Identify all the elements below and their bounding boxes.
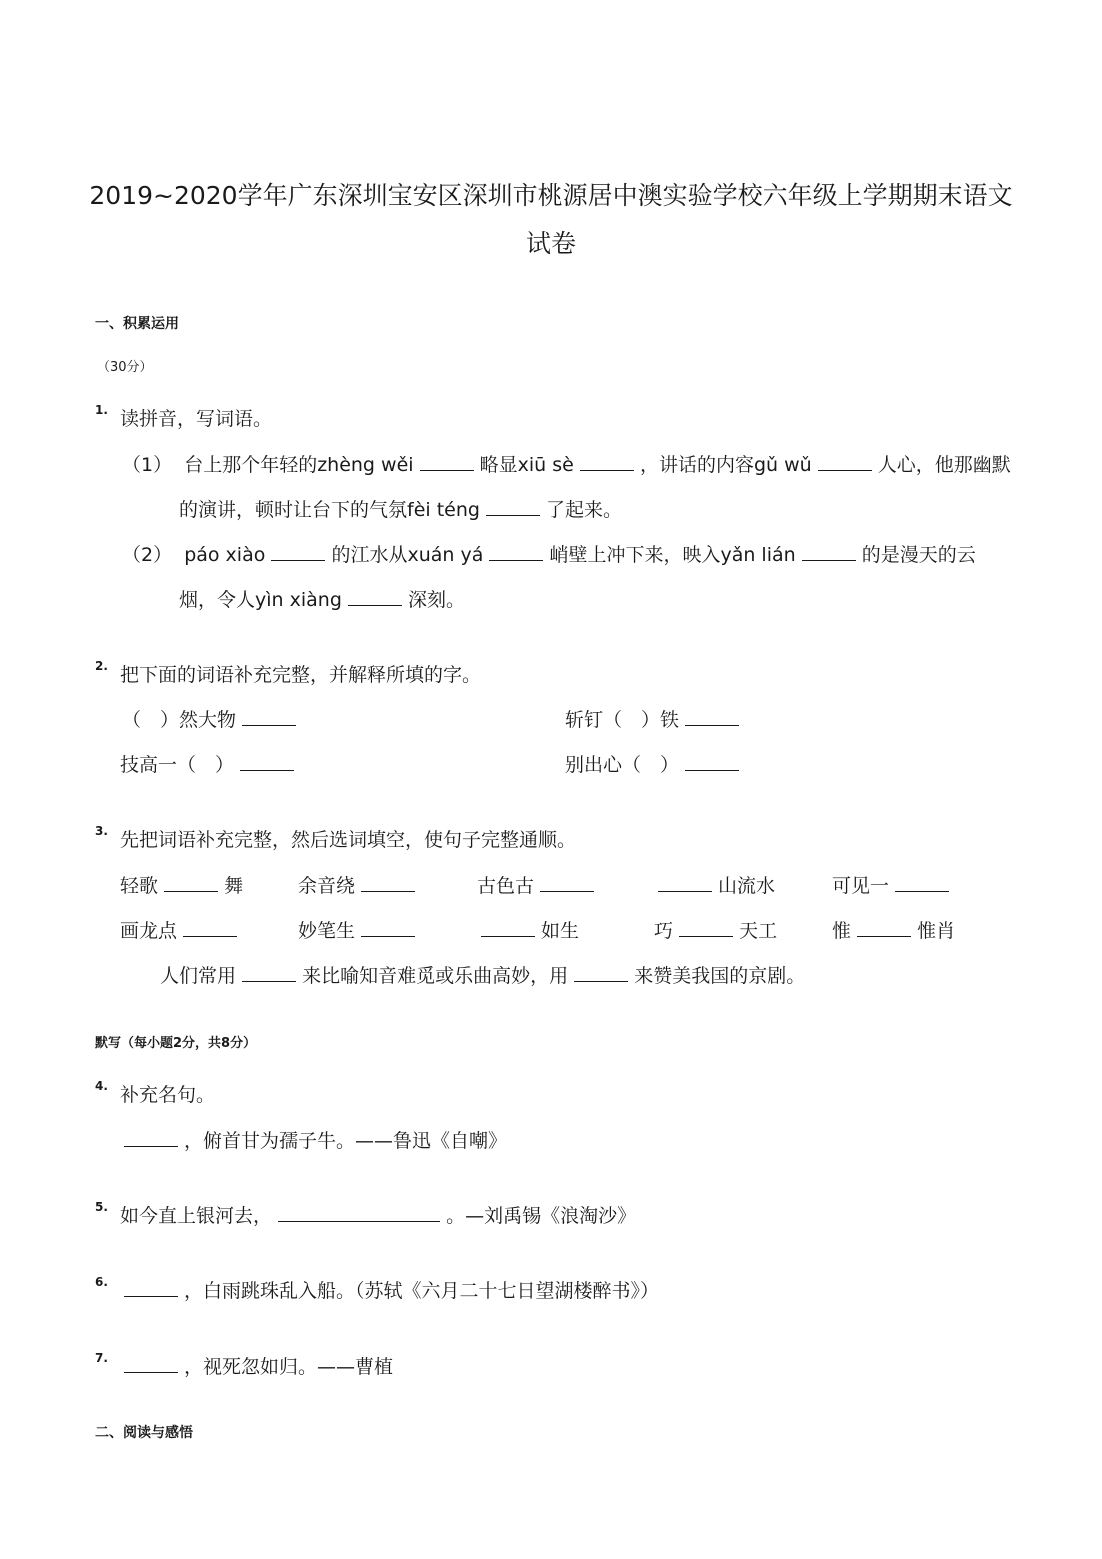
answer-blank[interactable]: [124, 1278, 178, 1297]
item-text: 的演讲，顿时让台下的气氛fèi téng: [179, 499, 480, 521]
idiom-part: 如生: [541, 920, 580, 942]
idiom-part: 古色古: [477, 875, 535, 897]
idiom-part: 轻歌: [120, 875, 159, 897]
answer-blank[interactable]: [685, 707, 739, 726]
answer-blank[interactable]: [124, 1354, 178, 1373]
question-prompt: 补充名句。: [120, 1084, 216, 1106]
section-heading-2: 二、阅读与感悟: [95, 1425, 193, 1441]
page-title-line1: 2019~2020学年广东深圳宝安区深圳市桃源居中澳实验学校六年级上学期期末语文: [89, 181, 1013, 210]
answer-blank[interactable]: [486, 497, 540, 516]
section-heading-dictation: 默写（每小题2分，共8分）: [95, 1036, 257, 1051]
section-heading-1: 一、积累运用: [95, 316, 179, 332]
answer-blank[interactable]: [242, 963, 296, 982]
item-label: （1）: [122, 454, 173, 476]
answer-blank[interactable]: [271, 542, 325, 561]
question-number: 5.: [95, 1200, 108, 1214]
question-number: 6.: [95, 1275, 108, 1289]
q3-idiom: [832, 916, 955, 943]
item-text: 烟，令人yìn xiàng: [179, 589, 342, 611]
q3-idiom: [477, 871, 594, 898]
item-text: 台上那个年轻的zhèng wěi: [184, 454, 414, 476]
q1-item1-cont: [179, 495, 622, 522]
answer-blank[interactable]: [420, 452, 474, 471]
question-prompt: 先把词语补充完整，然后选词填空，使句子完整通顺。: [120, 829, 577, 851]
answer-blank[interactable]: [183, 918, 237, 937]
answer-blank[interactable]: [240, 752, 294, 771]
idiom-part: 惟: [832, 920, 852, 942]
q7-line: [124, 1352, 393, 1379]
answer-blank[interactable]: [540, 873, 594, 892]
q3-idiom: [654, 916, 777, 943]
idiom-part: 画龙点: [120, 920, 178, 942]
answer-blank[interactable]: [802, 542, 856, 561]
q2-word-4: [565, 750, 739, 777]
question-number: 1.: [95, 403, 108, 417]
q5-line: [120, 1201, 636, 1228]
answer-blank[interactable]: [242, 707, 296, 726]
section-score-1: （30分）: [97, 360, 153, 375]
quote-text: 。—刘禹锡《浪淘沙》: [446, 1205, 637, 1227]
answer-blank[interactable]: [348, 587, 402, 606]
q3-idiom: [298, 871, 415, 898]
question-number: 2.: [95, 659, 108, 673]
item-text: 人心，他那幽默: [877, 454, 1011, 476]
question-prompt: 把下面的词语补充完整，并解释所填的字。: [120, 664, 482, 686]
question-prompt: 读拼音，写词语。: [120, 408, 273, 430]
answer-blank[interactable]: [818, 452, 872, 471]
q3-idiom: [832, 871, 949, 898]
word-text: （ ）然大物: [122, 709, 237, 731]
q2-word-1: [122, 705, 296, 732]
idiom-part: 巧: [654, 920, 674, 942]
question-number: 7.: [95, 1351, 108, 1365]
idiom-part: 舞: [224, 875, 244, 897]
answer-blank[interactable]: [574, 963, 628, 982]
item-text: 略显xiū sè: [479, 454, 574, 476]
page-title-line2: 试卷: [525, 229, 576, 258]
item-text: páo xiào: [184, 544, 266, 566]
word-text: 技高一（ ）: [120, 754, 235, 776]
quote-text: ，视死忽如归。——曹植: [184, 1356, 394, 1378]
item-label: （2）: [122, 544, 173, 566]
quote-text: 如今直上银河去，: [120, 1205, 273, 1227]
answer-blank[interactable]: [658, 873, 712, 892]
quote-text: ，俯首甘为孺子牛。——鲁迅《自嘲》: [184, 1130, 508, 1152]
idiom-part: 可见一: [832, 875, 890, 897]
q3-idiom: [298, 916, 415, 943]
answer-blank[interactable]: [857, 918, 911, 937]
item-text: 的是漫天的云: [861, 544, 976, 566]
word-text: 斩钉（ ）铁: [565, 709, 680, 731]
sentence-part: 人们常用: [160, 965, 237, 987]
q1-item2-cont: [179, 585, 465, 612]
q3-idiom: [658, 871, 775, 898]
sentence-part: 来比喻知音难觅或乐曲高妙，用: [302, 965, 569, 987]
q3-idiom: [120, 871, 243, 898]
idiom-part: 妙笔生: [298, 920, 356, 942]
answer-blank[interactable]: [580, 452, 634, 471]
q3-idiom: [481, 916, 579, 943]
idiom-part: 余音绕: [298, 875, 356, 897]
answer-blank[interactable]: [481, 918, 535, 937]
q2-word-3: [120, 750, 294, 777]
answer-blank[interactable]: [679, 918, 733, 937]
idiom-part: 惟肖: [917, 920, 956, 942]
item-text: ，讲话的内容gǔ wǔ: [639, 454, 812, 476]
quote-text: ，白雨跳珠乱入船。（苏轼《六月二十七日望湖楼醉书》）: [184, 1280, 660, 1302]
answer-blank[interactable]: [685, 752, 739, 771]
question-number: 4.: [95, 1079, 108, 1093]
q3-idiom: [120, 916, 237, 943]
answer-blank[interactable]: [361, 918, 415, 937]
answer-blank[interactable]: [124, 1128, 178, 1147]
item-text: 的江水从xuán yá: [331, 544, 484, 566]
item-text: 峭壁上冲下来，映入yǎn lián: [549, 544, 796, 566]
q3-sentence: [160, 961, 805, 988]
answer-blank[interactable]: [489, 542, 543, 561]
answer-blank[interactable]: [164, 873, 218, 892]
q2-word-2: [565, 705, 739, 732]
question-number: 3.: [95, 824, 108, 838]
answer-blank[interactable]: [278, 1203, 440, 1222]
answer-blank[interactable]: [895, 873, 949, 892]
item-text: 了起来。: [546, 499, 623, 521]
idiom-part: 天工: [739, 920, 778, 942]
idiom-part: 山流水: [718, 875, 776, 897]
q6-line: [124, 1276, 659, 1303]
sentence-part: 来赞美我国的京剧。: [634, 965, 806, 987]
item-text: 深刻。: [407, 589, 465, 611]
answer-blank[interactable]: [361, 873, 415, 892]
word-text: 别出心（ ）: [565, 754, 680, 776]
q1-item2: [122, 540, 976, 567]
q1-item1: [122, 450, 1011, 477]
q4-line: [124, 1126, 507, 1153]
